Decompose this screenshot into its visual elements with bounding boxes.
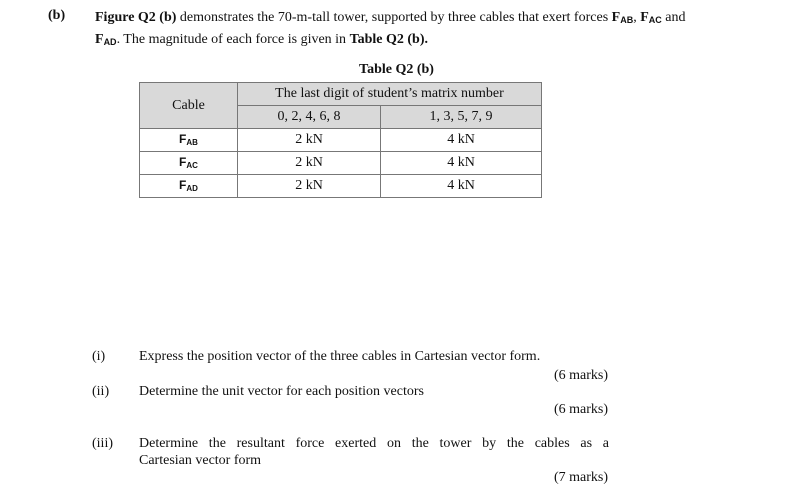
odd-value-cell: 4 kN [381, 129, 542, 152]
odd-value-cell: 4 kN [381, 152, 542, 175]
even-value-cell: 2 kN [238, 129, 381, 152]
table-row [140, 152, 542, 175]
header-cable: Cable [140, 83, 238, 129]
subquestion-text-line1: Determine the resultant force exerted on the tower by the cables as a [139, 436, 609, 451]
figure-reference: Figure Q2 (b) [95, 10, 177, 25]
header-matrix-digit: The last digit of student’s matrix number [238, 83, 542, 106]
subquestion-text: Express the position vector of the three cables in Cartesian vector form. [139, 349, 541, 364]
question-intro [95, 8, 695, 52]
subquestion-text: Determine the unit vector for each position vectors [139, 384, 424, 399]
header-odd-digits: 1, 3, 5, 7, 9 [381, 106, 542, 129]
force-table [139, 82, 542, 198]
subquestion-text-line2: Cartesian vector form [139, 453, 262, 468]
force-fab: $F_{AB}$ [611, 10, 634, 25]
table-reference: Table Q2 (b) [349, 32, 425, 47]
header-even-digits: 0, 2, 4, 6, 8 [238, 106, 381, 129]
subquestion-number: (i) [92, 349, 106, 364]
cable-cell: $F_{AC}$ [140, 152, 238, 175]
intro-text-2: . The magnitude of each force is given in [116, 32, 347, 47]
subquestion-number: (ii) [92, 384, 110, 399]
table-title: Table Q2 (b) [359, 62, 434, 77]
subquestion-number: (iii) [92, 436, 113, 451]
odd-value-cell: 4 kN [381, 175, 542, 198]
part-label: (b) [48, 8, 66, 23]
separator: , [633, 10, 637, 25]
and-text: and [665, 10, 686, 25]
marks-label: (6 marks) [553, 368, 608, 383]
table-row [140, 175, 542, 198]
intro-text-1: demonstrates the 70-m-tall tower, supported by three cables that exert forces [179, 10, 609, 25]
marks-label: (7 marks) [553, 470, 608, 485]
even-value-cell: 2 kN [238, 175, 381, 198]
cable-cell: $F_{AD}$ [140, 175, 238, 198]
marks-label: (6 marks) [553, 402, 608, 417]
table-row [140, 129, 542, 152]
cable-cell: $F_{AB}$ [140, 129, 238, 152]
even-value-cell: 2 kN [238, 152, 381, 175]
period: . [424, 32, 429, 47]
force-fac: $F_{AC}$ [640, 10, 662, 25]
force-fad: $F_{AD}$ [95, 32, 117, 47]
